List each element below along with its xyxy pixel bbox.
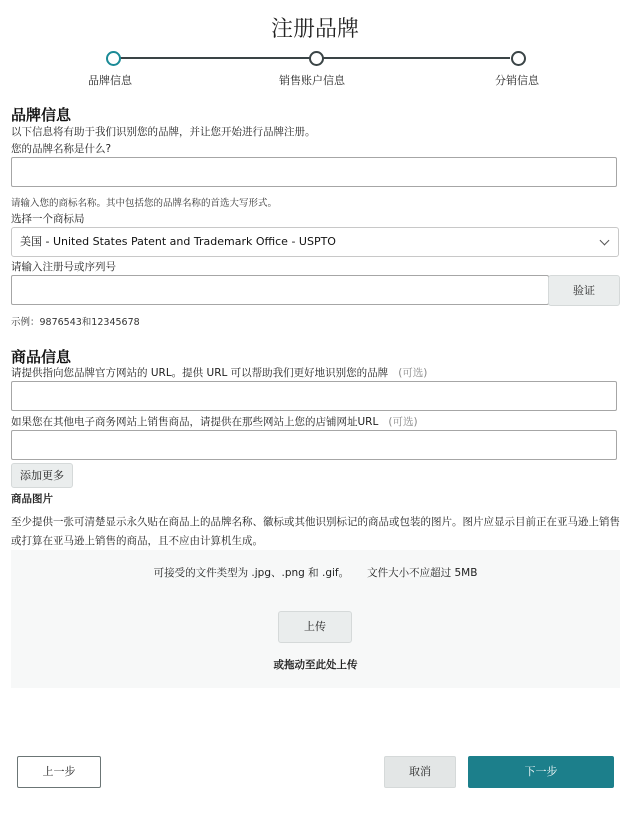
step-1-label: 品牌信息 — [88, 74, 132, 87]
registration-number-input[interactable] — [11, 275, 549, 305]
trademark-office-select[interactable] — [11, 227, 619, 257]
trademark-office-label: 选择一个商标局 — [11, 213, 85, 225]
registration-example: 示例：9876543和12345678 — [11, 317, 140, 328]
next-button[interactable]: 下一步 — [468, 756, 614, 788]
image-upload-dropzone[interactable] — [11, 550, 620, 688]
max-file-size: 文件大小不应超过 5MB — [367, 567, 478, 579]
store-url-label — [11, 414, 418, 429]
product-images-description: 至少提供一张可清楚显示永久贴在商品上的品牌名称、徽标或其他识别标记的商品或包装的图片。图片应显示目前正在亚马逊上销售或打算在亚马逊上销售的商品，且不应由计算机生成。 — [11, 516, 620, 547]
brand-info-intro: 以下信息将有助于我们识别您的品牌，并让您开始进行品牌注册。 — [11, 126, 316, 138]
step-2-label: 销售账户信息 — [279, 74, 345, 87]
website-url-input[interactable] — [11, 381, 617, 411]
step-3-dot — [511, 51, 526, 66]
trademark-office-selected: 美国 - United States Patent and Trademark Office - USPTO — [20, 235, 336, 248]
step-2-dot — [309, 51, 324, 66]
product-info-heading: 商品信息 — [11, 348, 72, 366]
website-url-optional: (可选) — [398, 367, 428, 379]
chevron-down-icon — [600, 236, 610, 246]
back-button[interactable]: 上一步 — [17, 756, 101, 788]
brand-name-input[interactable] — [11, 157, 617, 187]
step-1-dot — [106, 51, 121, 66]
upload-button[interactable]: 上传 — [278, 611, 352, 643]
upload-requirements — [11, 565, 620, 580]
page-title: 注册品牌 — [270, 17, 359, 42]
brand-info-heading: 品牌信息 — [11, 106, 72, 124]
accepted-file-types: 可接受的文件类型为 .jpg、.png 和 .gif。 — [153, 567, 350, 579]
store-url-input[interactable] — [11, 430, 617, 460]
verify-button[interactable]: 验证 — [548, 275, 620, 306]
progress-stepper — [0, 50, 640, 90]
product-images-heading: 商品图片 — [11, 493, 53, 505]
step-3-label: 分销信息 — [495, 74, 539, 87]
website-url-label-text: 请提供指向您品牌官方网站的 URL。提供 URL 可以帮助我们更好地识别您的品牌 — [11, 367, 389, 379]
add-more-button[interactable]: 添加更多 — [11, 463, 73, 488]
store-url-label-text: 如果您在其他电子商务网站上销售商品，请提供在那些网站上您的店铺网址URL — [11, 416, 379, 428]
website-url-label — [11, 365, 427, 380]
registration-number-label: 请输入注册号或序列号 — [11, 261, 116, 273]
cancel-button[interactable]: 取消 — [384, 756, 456, 788]
brand-name-hint: 请输入您的商标名称。其中包括您的品牌名称的首选大写形式。 — [11, 198, 278, 209]
store-url-optional: (可选) — [388, 416, 418, 428]
drag-to-upload-text: 或拖动至此处上传 — [273, 659, 358, 671]
brand-name-label: 您的品牌名称是什么? — [11, 143, 112, 155]
